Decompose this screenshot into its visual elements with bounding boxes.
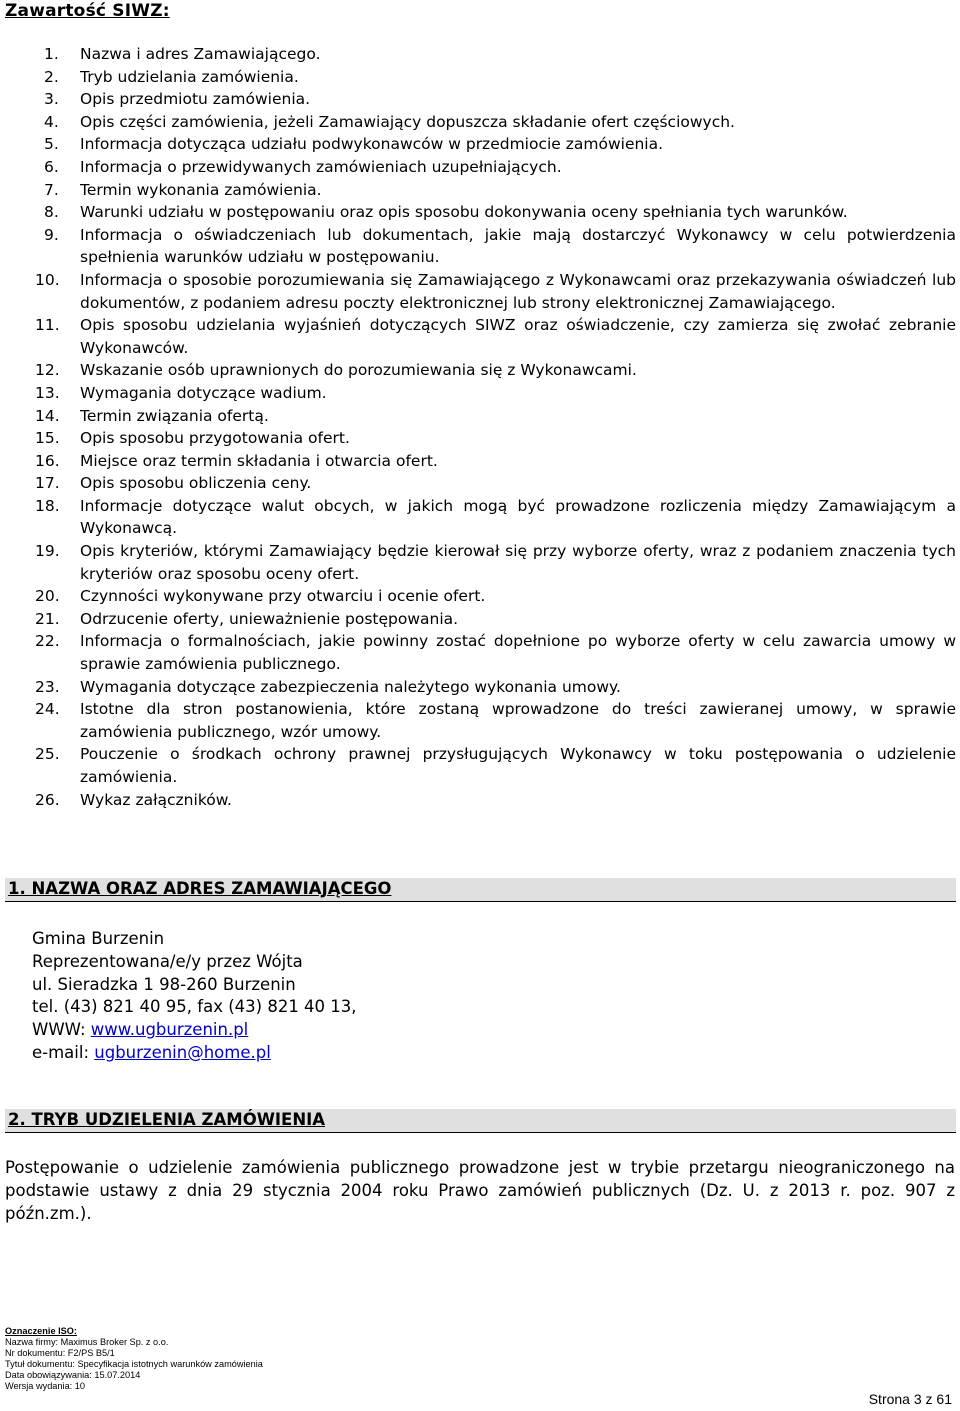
toc-item: [35, 472, 956, 495]
page-number: Strona 3 z 61: [868, 1391, 952, 1407]
toc-item: [35, 789, 956, 812]
toc-item: [44, 156, 956, 179]
toc-item-text: Istotne dla stron postanowienia, które zostaną wprowadzone do treści zawieranej umowy, w sprawie zamówienia publicznego, wzór umowy.: [80, 700, 956, 741]
toc-item-text: Informacje dotyczące walut obcych, w jakich mogą być prowadzone rozliczenia między Zamawiającym a Wykonawcą.: [80, 496, 956, 538]
toc-item: [35, 495, 956, 540]
email-link[interactable]: ugburzenin@home.pl: [94, 1042, 271, 1062]
toc-item-number: 22.: [35, 632, 60, 651]
toc-item: [44, 111, 956, 134]
address-line: ul. Sieradzka 1 98-260 Burzenin: [32, 974, 296, 994]
toc-item-text: Wykaz załączników.: [80, 790, 232, 809]
toc-item-text: Czynności wykonywane przy otwarciu i ocenie ofert.: [80, 587, 486, 606]
toc-item-number: 9.: [44, 225, 59, 244]
toc-item-text: Opis sposobu przygotowania ofert.: [80, 429, 350, 448]
toc-item: [35, 269, 956, 314]
email-label: e-mail:: [32, 1042, 95, 1062]
toc-item-text: Opis kryteriów, którymi Zamawiający będzie kierował się przy wyborze oferty, wraz z podaniem znaczenia tych kryteriów oraz sposobu oceny ofert.: [80, 542, 956, 583]
toc-item: [44, 88, 956, 111]
toc-item-text: Wymagania dotyczące wadium.: [80, 383, 327, 402]
footer-doc-title: Tytuł dokumentu: Specyfikacja istotnych warunków zamówienia: [5, 1358, 263, 1369]
toc-item-number: 14.: [35, 406, 60, 425]
toc-item-number: 18.: [35, 496, 60, 515]
toc-item-number: 10.: [35, 270, 60, 289]
footer: [5, 1326, 263, 1391]
toc-item-text: Informacja o formalnościach, jakie powinny zostać dopełnione po wyborze oferty w celu zawarcia umowy w sprawie zamówienia publicznego.: [80, 632, 956, 674]
toc-item-text: Warunki udziału w postępowaniu oraz opis sposobu dokonywania oceny spełniania tych warunków.: [80, 203, 848, 222]
footer-company: Nazwa firmy: Maximus Broker Sp. z o.o.: [5, 1336, 169, 1347]
toc-item-text: Opis sposobu udzielania wyjaśnień dotyczących SIWZ oraz oświadczenie, czy zamierza się zwołać zebranie Wykonawców.: [80, 316, 956, 357]
toc-item-text: Opis przedmiotu zamówienia.: [80, 90, 311, 109]
toc-item-text: Termin wykonania zamówienia.: [80, 180, 322, 199]
section-header: [5, 1109, 956, 1133]
toc-item-text: Odrzucenie oferty, unieważnienie postępowania.: [80, 609, 459, 628]
toc-item-number: 2.: [44, 67, 59, 86]
toc-item-number: 24.: [35, 700, 60, 719]
toc-item: [35, 608, 956, 631]
toc-item-number: 4.: [44, 112, 59, 131]
address-line: tel. (43) 821 40 95, fax (43) 821 40 13,: [32, 997, 357, 1017]
toc-item-number: 25.: [35, 745, 60, 764]
toc-item-text: Wymagania dotyczące zabezpieczenia należytego wykonania umowy.: [80, 677, 621, 696]
toc-item: [44, 179, 956, 202]
address-line: Gmina Burzenin: [32, 929, 165, 948]
section-heading: 1. NAZWA ORAZ ADRES ZAMAWIAJĄCEGO: [8, 879, 392, 898]
toc-item-text: Tryb udzielania zamówienia.: [80, 67, 299, 86]
toc-item: [44, 224, 956, 269]
toc-item-text: Wskazanie osób uprawnionych do porozumiewania się z Wykonawcami.: [80, 361, 637, 380]
toc-item: [35, 743, 956, 788]
toc-item-number: 19.: [35, 542, 60, 561]
website-link[interactable]: www.ugburzenin.pl: [90, 1020, 249, 1040]
toc-item-number: 26.: [35, 790, 60, 809]
toc-item-number: 5.: [44, 135, 59, 154]
procedure-paragraph: Postępowanie o udzielenie zamówienia publicznego prowadzone jest w trybie przetargu nieograniczonego na podstawie ustawy z dnia 29 stycznia 2004 roku Prawo zamówień publicznych (Dz. U. z 2013 r. poz. 907 z późn.zm.).: [5, 1158, 955, 1223]
email-line: [32, 1042, 357, 1065]
toc-item: [44, 133, 956, 156]
address-line: Reprezentowana/e/y przez Wójta: [32, 951, 303, 971]
toc-item: [35, 698, 956, 743]
toc-item-number: 7.: [44, 180, 59, 199]
toc-item-number: 1.: [44, 45, 59, 63]
toc-item: [44, 43, 956, 66]
toc-item-text: Opis sposobu obliczenia ceny.: [80, 474, 312, 493]
toc-item-text: Pouczenie o środkach ochrony prawnej przysługujących Wykonawcy w toku postępowania o udzielenie zamówienia.: [80, 745, 956, 786]
toc-item: [35, 382, 956, 405]
toc-item: [35, 630, 956, 675]
document-title: Zawartość SIWZ:: [5, 1, 170, 21]
toc-item: [35, 405, 956, 428]
toc-item: [44, 201, 956, 224]
toc-item-number: 20.: [35, 587, 60, 606]
toc-item-text: Informacja o sposobie porozumiewania się Zamawiającego z Wykonawcami oraz przekazywania oświadczeń lub dokumentów, z podaniem adresu poczty elektronicznej lub strony elektronicznej Zamawiającego.: [80, 270, 956, 312]
toc-item-number: 13.: [35, 383, 60, 402]
toc-item: [35, 359, 956, 382]
iso-label: Oznaczenie ISO:: [5, 1326, 77, 1336]
toc-item-number: 16.: [35, 451, 60, 470]
section-header: [5, 878, 956, 902]
toc-item-text: Informacja o przewidywanych zamówieniach uzupełniających.: [80, 157, 562, 176]
toc-item: [35, 314, 956, 359]
toc-item: [35, 676, 956, 699]
toc-item-number: 12.: [35, 361, 60, 380]
toc-item-text: Termin związania ofertą.: [80, 406, 269, 425]
footer-doc-number: Nr dokumentu: F2/PS B5/1: [5, 1347, 115, 1358]
address-block: [32, 928, 357, 1065]
toc-item: [35, 427, 956, 450]
toc-item: [35, 540, 956, 585]
toc-item-text: Miejsce oraz termin składania i otwarcia ofert.: [80, 451, 438, 470]
toc-item-number: 21.: [35, 609, 60, 628]
toc-item-number: 17.: [35, 474, 60, 493]
toc-item-number: 3.: [44, 90, 59, 109]
www-line: [32, 1019, 357, 1042]
toc-item-text: Nazwa i adres Zamawiającego.: [80, 45, 321, 63]
footer-valid-date: Data obowiązywania: 15.07.2014: [5, 1369, 141, 1380]
section-heading: 2. TRYB UDZIELENIA ZAMÓWIENIA: [8, 1110, 326, 1129]
toc-item-number: 11.: [35, 316, 60, 335]
www-label: WWW:: [32, 1020, 91, 1040]
toc-item-number: 6.: [44, 157, 59, 176]
toc-item: [44, 66, 956, 89]
table-of-contents: [35, 43, 956, 811]
toc-item-text: Informacja o oświadczeniach lub dokumentach, jakie mają dostarczyć Wykonawcy w celu potwierdzenia spełnienia warunków udziału w postępowaniu.: [80, 225, 956, 267]
footer-version: Wersja wydania: 10: [5, 1380, 86, 1391]
toc-item-text: Opis części zamówienia, jeżeli Zamawiający dopuszcza składanie ofert częściowych.: [80, 112, 735, 131]
toc-item: [35, 585, 956, 608]
toc-item-number: 8.: [44, 203, 59, 222]
toc-item-number: 15.: [35, 429, 60, 448]
toc-item: [35, 450, 956, 473]
toc-item-text: Informacja dotycząca udziału podwykonawców w przedmiocie zamówienia.: [80, 135, 664, 154]
toc-item-number: 23.: [35, 677, 60, 696]
